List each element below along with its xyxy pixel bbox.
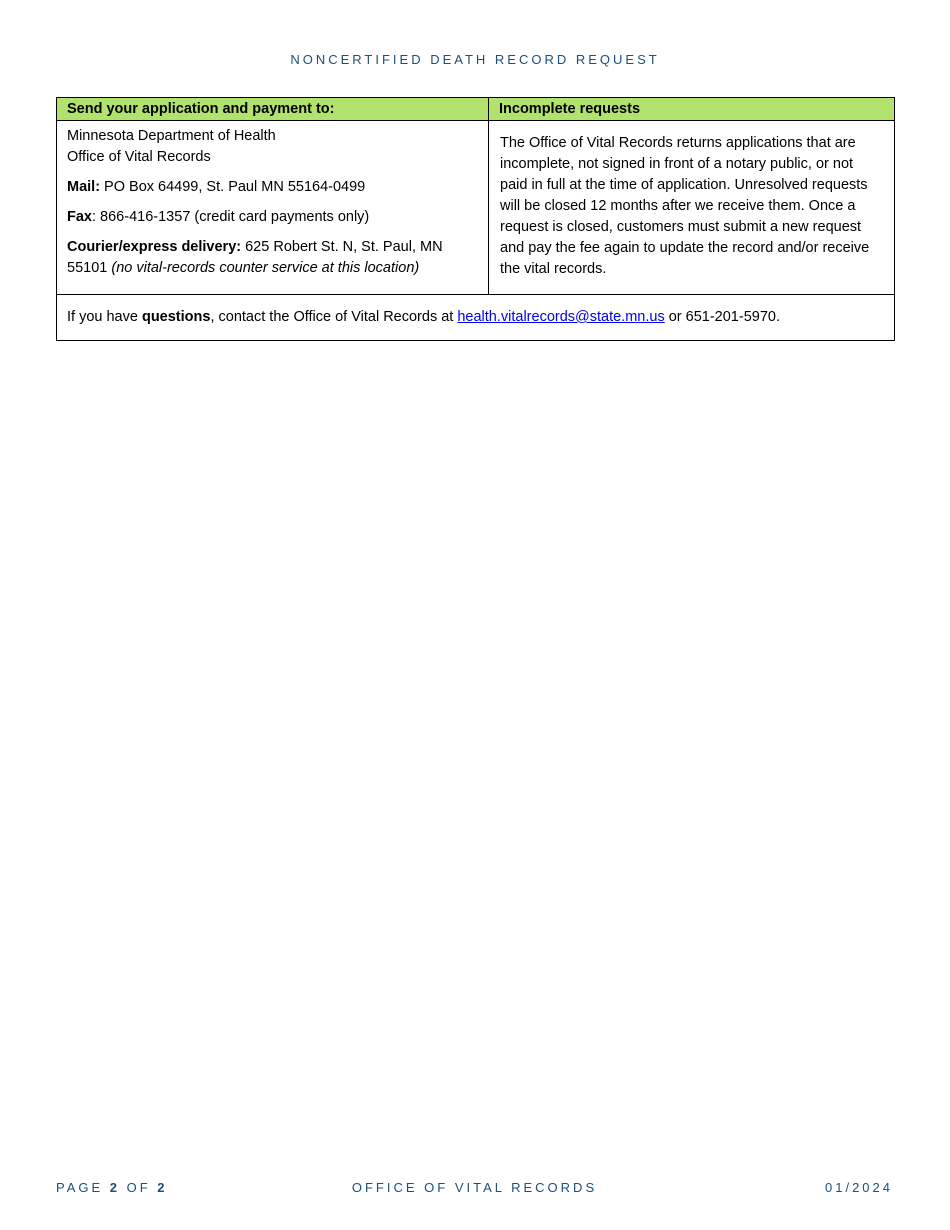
- incomplete-requests-cell: [489, 121, 895, 295]
- page-footer: [56, 1180, 893, 1198]
- fax-label: Fax: [67, 209, 92, 225]
- questions-row: [57, 295, 895, 341]
- questions-suffix: or 651-201-5970.: [664, 309, 780, 325]
- page-word: PAGE: [56, 1180, 110, 1195]
- document-title: NONCERTIFIED DEATH RECORD REQUEST: [290, 52, 660, 67]
- page-total: 2: [157, 1180, 168, 1195]
- fax-number: : 866-416-1357 (credit card payments only): [92, 209, 370, 225]
- mail-line: [67, 177, 478, 198]
- email-link[interactable]: health.vitalrecords@state.mn.us: [457, 309, 665, 325]
- mail-label: Mail:: [67, 179, 101, 195]
- questions-middle: , contact the Office of Vital Records at: [210, 309, 458, 325]
- organization-block: [67, 126, 478, 168]
- footer-date: 01/2024: [825, 1180, 893, 1195]
- fax-line: [67, 207, 478, 228]
- courier-address: 625 Robert St. N, St. Paul, MN 55101: [67, 239, 443, 276]
- office-name: Office of Vital Records: [67, 149, 211, 165]
- page-number: [56, 1180, 168, 1195]
- org-name: Minnesota Department of Health: [67, 128, 276, 144]
- mail-address: PO Box 64499, St. Paul MN 55164-0499: [100, 179, 366, 195]
- table-content-row: [57, 121, 895, 295]
- courier-label: Courier/express delivery:: [67, 239, 242, 255]
- address-cell: [57, 121, 489, 295]
- footer-office: OFFICE OF VITAL RECORDS: [351, 1180, 598, 1195]
- questions-prefix: If you have: [67, 309, 142, 325]
- incomplete-requests-text: The Office of Vital Records returns applications that are incomplete, not signed in front of a notary public, or not paid in full at the time of application. Unresolved requests will be closed 12 months after we receive them. Once a request is closed, customers must submit a new request and pay the fee again to update the record and/or receive the vital records.: [500, 135, 870, 277]
- of-word: OF: [120, 1180, 158, 1195]
- questions-bold: questions: [141, 309, 211, 325]
- incomplete-requests-header: Incomplete requests: [489, 98, 895, 121]
- info-table: [56, 97, 895, 341]
- table-header-row: [57, 98, 895, 121]
- courier-note: (no vital-records counter service at this location): [111, 260, 420, 276]
- page-current: 2: [109, 1180, 121, 1195]
- send-application-header: Send your application and payment to:: [57, 98, 489, 121]
- questions-cell: [57, 295, 895, 341]
- courier-line: [67, 237, 478, 279]
